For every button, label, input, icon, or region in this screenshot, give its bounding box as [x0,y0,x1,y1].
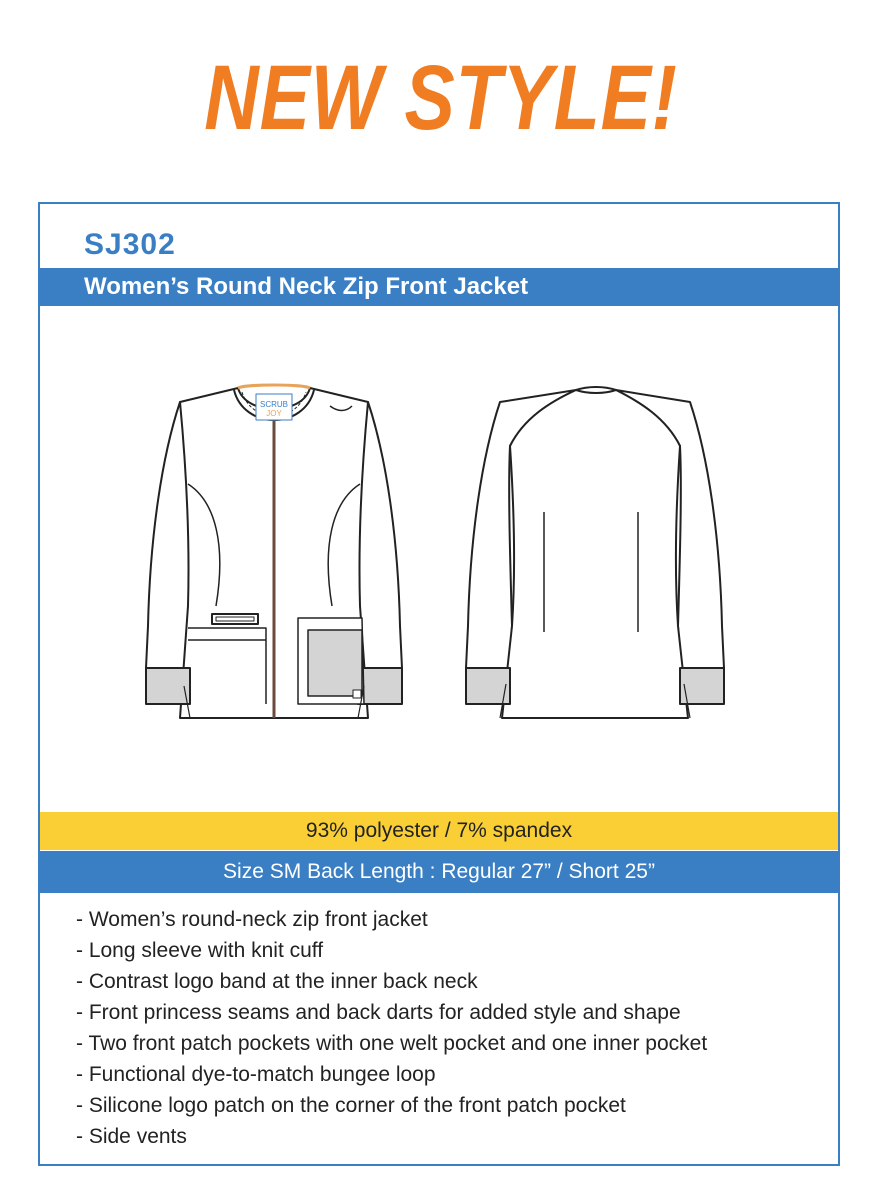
list-item: - Front princess seams and back darts for added style and shape [76,1001,681,1024]
feature-list [76,904,707,1152]
product-card [38,202,840,1166]
list-item: - Silicone logo patch on the corner of the front patch pocket [76,1094,626,1117]
jacket-technical-drawing [40,306,838,810]
front-left-cuff [146,668,190,704]
back-view [466,387,724,718]
back-body [502,390,688,718]
list-item: - Two front patch pockets with one welt pocket and one inner pocket [76,1032,708,1055]
list-item: - Side vents [76,1125,187,1148]
label-brand-top: SCRUB [259,400,289,409]
front-view [146,385,402,718]
list-item: - Functional dye-to-match bungee loop [76,1063,436,1086]
product-name-band: Women’s Round Neck Zip Front Jacket [40,268,838,306]
list-item: - Contrast logo band at the inner back neck [76,970,478,993]
size-band: Size SM Back Length : Regular 27” / Short 25” [40,851,838,893]
label-brand-bottom: JOY [266,409,282,418]
silicone-logo-patch [353,690,361,698]
headline: NEW STYLE! [204,47,678,149]
inner-pocket [308,630,362,696]
list-item: - Women’s round-neck zip front jacket [76,908,428,931]
list-item: - Long sleeve with knit cuff [76,939,324,962]
fabric-band: 93% polyester / 7% spandex [40,812,838,850]
product-code: SJ302 [84,228,176,261]
